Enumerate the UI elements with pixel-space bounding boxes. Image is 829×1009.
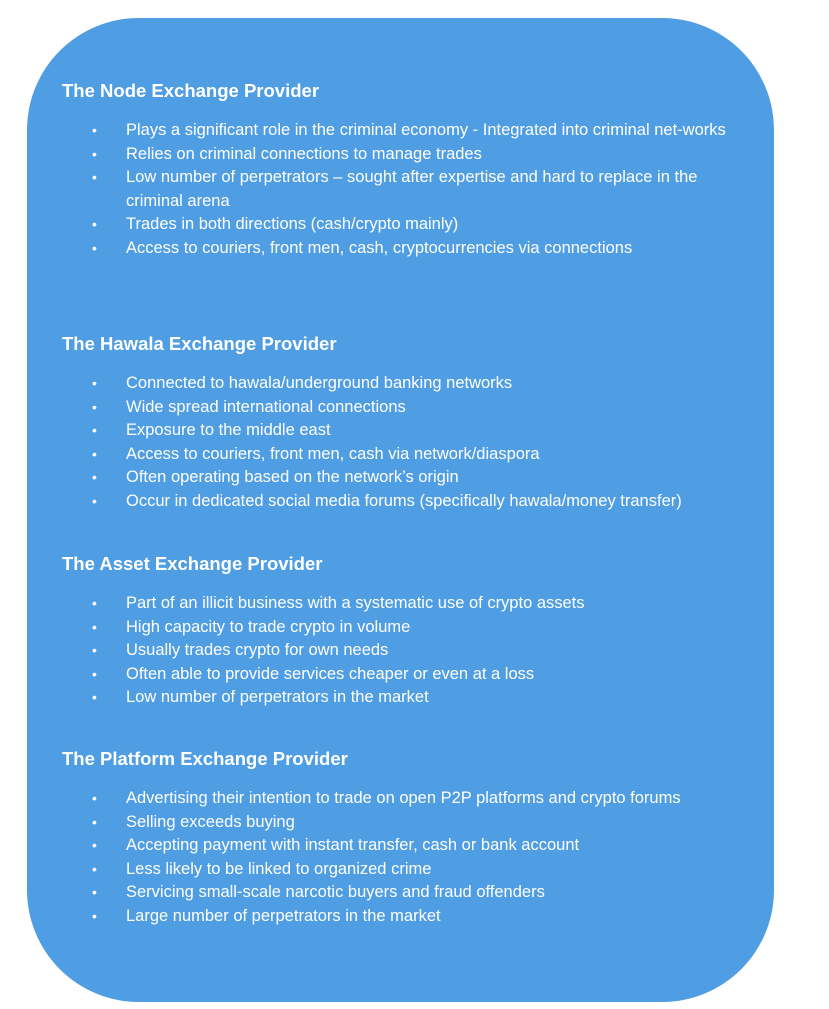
section-title: The Node Exchange Provider — [62, 80, 320, 101]
list-item-text: Access to couriers, front men, cash, cryptocurrencies via connections — [126, 238, 633, 257]
list-item-text: Part of an illicit business with a systematic use of crypto assets — [126, 594, 585, 612]
list-item-text: Low number of perpetrators in the market — [126, 688, 429, 706]
list-item-text: Relies on criminal connections to manage trades — [126, 144, 482, 163]
bullet-icon: • — [92, 145, 97, 162]
list-item — [62, 166, 752, 213]
bullet-icon: • — [92, 813, 97, 830]
bullet-icon: • — [92, 665, 97, 682]
bullet-icon: • — [92, 169, 97, 185]
bullet-list — [62, 372, 752, 513]
section-platform-exchange-provider — [62, 748, 752, 928]
bullet-icon: • — [92, 618, 97, 635]
list-item — [62, 881, 752, 905]
list-item — [62, 616, 752, 640]
list-item-text: Often able to provide services cheaper or even at a loss — [126, 664, 535, 683]
section-title: The Hawala Exchange Provider — [62, 333, 337, 354]
bullet-icon: • — [92, 884, 97, 900]
bullet-icon: • — [92, 122, 97, 138]
bullet-icon: • — [92, 837, 97, 853]
list-item — [62, 787, 752, 811]
bullet-icon: • — [92, 492, 97, 509]
section-asset-exchange-provider — [62, 553, 752, 710]
list-item-text: High capacity to trade crypto in volume — [126, 617, 411, 636]
list-item — [62, 834, 752, 858]
bullet-icon: • — [92, 422, 97, 438]
list-item-text: Advertising their intention to trade on open P2P platforms and crypto forums — [126, 789, 681, 807]
list-item — [62, 119, 752, 143]
list-item — [62, 663, 752, 687]
section-title: The Asset Exchange Provider — [62, 553, 323, 574]
bullet-icon: • — [92, 216, 97, 232]
bullet-icon: • — [92, 445, 97, 462]
list-item — [62, 490, 752, 514]
list-item — [62, 396, 752, 420]
list-item — [62, 639, 752, 663]
bullet-icon: • — [92, 790, 97, 806]
bullet-icon: • — [92, 595, 97, 611]
list-item-text: Low number of perpetrators – sought after expertise and hard to replace in the criminal arena — [126, 168, 698, 210]
list-item — [62, 592, 752, 616]
list-item-text: Accepting payment with instant transfer, cash or bank account — [126, 836, 580, 854]
list-item-text: Less likely to be linked to organized crime — [126, 859, 432, 878]
bullet-icon: • — [92, 642, 97, 658]
list-item-text: Trades in both directions (cash/crypto mainly) — [126, 215, 459, 233]
list-item — [62, 419, 752, 443]
bullet-list — [62, 592, 752, 710]
list-item-text: Servicing small-scale narcotic buyers and fraud offenders — [126, 883, 545, 901]
list-item-text: Usually trades crypto for own needs — [126, 641, 389, 659]
list-item-text: Occur in dedicated social media forums (specifically hawala/money transfer) — [126, 491, 682, 510]
list-item-text: Selling exceeds buying — [126, 812, 295, 831]
section-hawala-exchange-provider — [62, 333, 752, 513]
list-item-text: Connected to hawala/underground banking networks — [126, 374, 513, 392]
list-item — [62, 372, 752, 396]
bullet-icon: • — [92, 239, 97, 256]
list-item-text: Access to couriers, front men, cash via network/diaspora — [126, 444, 540, 463]
bullet-icon: • — [92, 689, 97, 705]
list-item-text: Large number of perpetrators in the market — [126, 906, 441, 925]
list-item — [62, 466, 752, 490]
list-item — [62, 858, 752, 882]
bullet-list — [62, 787, 752, 928]
list-item-text: Plays a significant role in the criminal economy - Integrated into criminal net-works — [126, 121, 726, 139]
list-item — [62, 237, 752, 261]
list-item — [62, 213, 752, 237]
bullet-list — [62, 119, 752, 260]
bullet-icon: • — [92, 860, 97, 877]
list-item — [62, 443, 752, 467]
bullet-icon: • — [92, 907, 97, 924]
bullet-icon: • — [92, 469, 97, 485]
section-node-exchange-provider — [62, 80, 752, 260]
list-item — [62, 811, 752, 835]
list-item-text: Often operating based on the network’s origin — [126, 468, 459, 486]
bullet-icon: • — [92, 375, 97, 391]
list-item — [62, 905, 752, 929]
section-title: The Platform Exchange Provider — [62, 748, 348, 769]
info-card — [27, 18, 774, 1002]
list-item-text: Wide spread international connections — [126, 397, 406, 416]
list-item — [62, 143, 752, 167]
list-item — [62, 686, 752, 710]
bullet-icon: • — [92, 398, 97, 415]
list-item-text: Exposure to the middle east — [126, 421, 331, 439]
